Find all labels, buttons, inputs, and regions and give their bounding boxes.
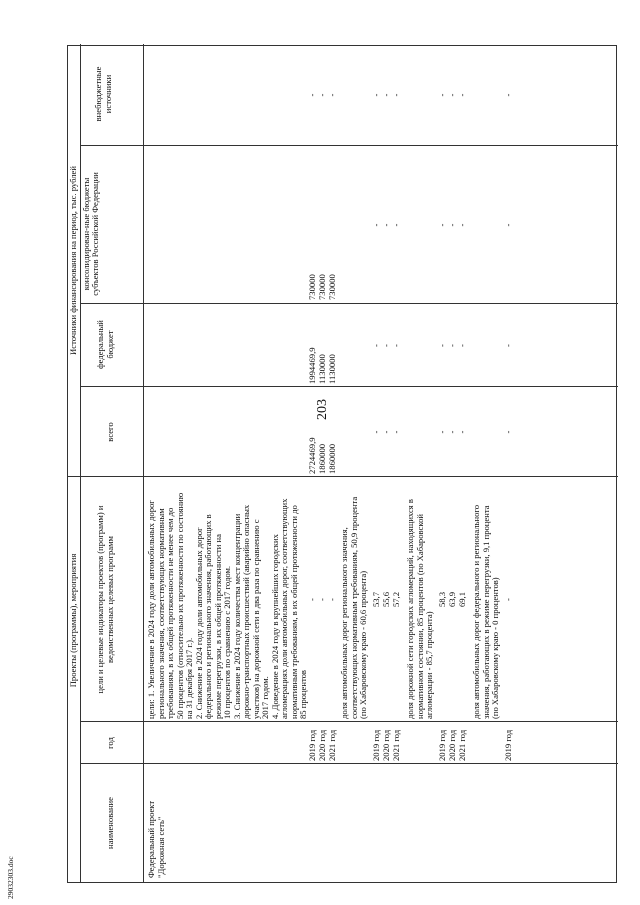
col-header-federal: федеральный бюджет [95,320,115,369]
indicator-year: 2020 год [447,729,457,761]
funding-federal: 1130000 [327,354,337,384]
indicator-total: - [447,430,457,434]
funding-year: 2019 год [307,729,317,761]
col-header-name: наименование [105,797,115,849]
page-number: 203 [315,399,330,420]
indicator-year: 2021 год [457,729,467,761]
goal-line: 10 процентов по сравнению с 2017 годом. [222,565,232,719]
indicator-year: 2019 год [371,729,381,761]
indicator-text: значения, работающих в режиме перегрузки, 9,1 процента [480,505,491,719]
funding-goal: - [327,598,337,601]
header-row-line-2 [143,44,144,882]
col-divider-2 [80,721,618,722]
indicator-total: - [391,430,401,434]
indicator-extra: - [457,93,467,97]
col-header-extra: внебюджетные источники [93,66,113,122]
col-divider-3 [68,476,618,477]
indicator-value: 57,2 [391,591,401,608]
indicator-extra: - [437,93,447,97]
indicator-extra: - [503,93,513,97]
goal-line: 85 процентов [298,670,308,719]
group-header-projects: Проекты (программы), мероприятия [68,553,78,688]
indicator-text: нормативном состоянии, 85 процентов (по Хабаровской [414,514,425,719]
indicator-text: (по Хабаровскому краю - 60,6 процента) [358,570,368,719]
funding-total: 1860000 [317,443,327,474]
indicator-value: - [503,598,513,601]
indicator-text: соответствующих нормативным требованиям, 50,9 процента [348,496,359,719]
group-header-funding: Источники финансирования на период, тыс. рублей [68,166,78,355]
funding-goal: - [317,598,327,601]
indicator-text: (по Хабаровскому краю - 0 процентов) [490,577,500,719]
indicator-total: - [381,430,391,434]
indicator-value: 55,6 [381,591,391,608]
funding-federal: 1130000 [317,354,327,384]
indicator-year: 2020 год [381,729,391,761]
funding-extra: - [327,93,337,97]
col-divider-4 [80,386,618,387]
goal-line: нормативным требованиям, в их общей протяженности до [288,505,299,719]
indicator-text: доля автомобильных дорог регионального значения, [339,527,349,719]
indicator-extra: - [391,93,401,97]
goal-line: требованиям, в их общей протяженности не менее чем до [165,507,175,719]
indicator-federal: - [457,344,467,347]
indicator-year: 2021 год [391,729,401,761]
indicator-regional: - [447,223,457,227]
goal-line: дорожно-транспортных происшествий (аварийно опасных [241,504,251,719]
indicator-federal: - [391,344,401,347]
col-divider-1 [80,763,618,764]
indicator-regional: - [457,223,467,227]
funding-extra: - [307,93,317,97]
goal-line: участков) на дорожной сети в два раза по сравнению с [250,519,261,719]
indicator-value: 58,3 [437,591,447,608]
funding-federal: 1994469,9 [307,347,317,384]
indicator-regional: - [381,223,391,227]
goal-line: цели: 1. Увеличение в 2024 году доли автомобильных дорог [146,500,156,719]
col-header-total: всего [105,422,115,442]
funding-goal: - [307,598,317,601]
indicator-value: 63,9 [447,591,457,608]
goal-line: агломерациях доли автомобильных дорог, соответствующих [279,498,289,719]
goal-line: режиме перегрузки, в их общей протяженности на [212,534,223,719]
col-header-goals: цели и целевые индикаторы проектов (программ) и ведомственных целевых программ [95,505,115,694]
funding-regional: 730000 [327,274,337,300]
funding-table [67,45,617,883]
indicator-total: - [371,430,381,434]
indicator-total: - [457,430,467,434]
project-name: Федеральный проект "Дорожная сеть" [146,800,166,878]
indicator-federal: - [447,344,457,347]
indicator-total: - [503,430,513,434]
funding-year: 2020 год [317,729,327,761]
indicator-regional: - [503,223,513,227]
goal-line: 2. Снижение в 2024 году доли автомобильных дорог [193,527,204,719]
indicator-regional: - [391,223,401,227]
indicator-federal: - [437,344,447,347]
indicator-value: 53,7 [371,591,381,608]
col-header-regional: консолидирован-ные бюджеты субъектов Российской Федерации [81,172,101,296]
indicator-total: - [437,430,447,434]
funding-regional: 730000 [317,274,327,300]
goal-line: регионального значения, соответствующих нормативным [155,508,166,719]
goal-line: 2017 годом. [260,676,270,719]
indicator-regional: - [371,223,381,227]
indicator-text: доля автомобильных дорог федерального и регионального [471,504,481,719]
indicator-federal: - [503,344,513,347]
indicator-text: агломерации - 85,7 процента) [424,611,434,719]
indicator-year: 2019 год [437,729,447,761]
goal-line: федерального и регионального значения, работающих в [203,514,213,719]
funding-total: 2724469,9 [307,437,317,474]
indicator-federal: - [371,344,381,347]
goal-line: 50 процентов (относительно их протяженности по состоянию [174,492,185,719]
goal-line: 4. Доведение в 2024 году в крупнейших городских [269,534,280,719]
col-header-year: год [105,737,115,749]
header-row-line-1 [80,44,81,882]
funding-year: 2021 год [327,729,337,761]
col-divider-5 [80,303,618,304]
indicator-text: доля дорожной сети городских агломераций, находящихся в [405,499,415,719]
indicator-year: 2019 год [503,729,513,761]
indicator-value: 69,1 [457,591,467,608]
funding-extra: - [317,93,327,97]
goal-line: на 31 декабря 2017 г.). [184,637,194,719]
indicator-extra: - [447,93,457,97]
goal-line: 3. Снижение в 2024 году количества мест концентрации [231,513,242,719]
indicator-extra: - [381,93,391,97]
file-code: 29032303.doc [6,856,15,899]
indicator-extra: - [371,93,381,97]
col-divider-6 [80,145,618,146]
funding-regional: 730000 [307,274,317,300]
indicator-regional: - [437,223,447,227]
indicator-federal: - [381,344,391,347]
funding-total: 1860000 [327,443,337,474]
